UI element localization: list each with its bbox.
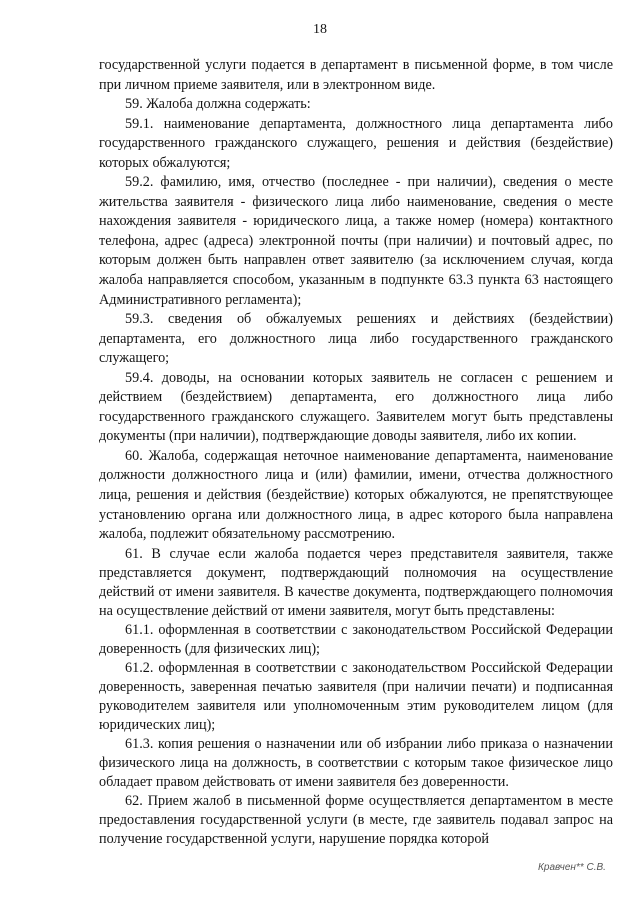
paragraph-62: 62. Прием жалоб в письменной форме осуществляется департаментом в месте предоставления государственной услуги (в месте, где заявитель подавал запрос на получение государственной услуги, нарушение порядка которой <box>99 793 613 848</box>
paragraph-59-2: 59.2. фамилию, имя, отчество (последнее - при наличии), сведения о месте жительства заявителя - физического лица либо наименование, сведения о месте нахождения заявителя - юридического лица, а также номер (номера) контактного телефона, адрес (адреса) электронной почты (при наличии) и почтовый адрес, по которым должен быть направлен ответ заявителю (за исключением случая, когда жалоба направляется способом, указанным в подпункте 63.3 пункта 63 настоящего Административного регламента); <box>99 174 613 308</box>
paragraph-59-3: 59.3. сведения об обжалуемых решениях и действиях (бездействии) департамента, его должностного лица либо государственного гражданского служащего; <box>99 311 613 367</box>
paragraph-59-1: 59.1. наименование департамента, должностного лица департамента либо государственного гражданского служащего, решения и действия (бездействие) которых обжалуются; <box>99 115 613 171</box>
paragraph-59-4: 59.4. доводы, на основании которых заявитель не согласен с решением и действием (бездействием) департамента, его должностного лица либо государственного гражданского служащего. Заявителем могут быть представлены документы (при наличии), подтверждающие доводы заявителя, либо их копии. <box>99 369 613 445</box>
page-number: 18 <box>313 22 327 37</box>
paragraph-61-2: 61.2. оформленная в соответствии с законодательством Российской Федерации доверенность, заверенная печатью заявителя (при наличии печати) и подписанная руководителем заявителя или уполномоченным этим руководителем лицом (для юридических лиц); <box>99 659 613 734</box>
footer-signature: Кравчен** С.В. <box>538 862 606 873</box>
paragraph-59: 59. Жалоба должна содержать: <box>125 96 311 113</box>
paragraph-60: 60. Жалоба, содержащая неточное наименование департамента, наименование должности должностного лица и (или) фамилии, имени, отчества должностного лица, решения и действия (бездействие) которых обжалуются, не препятствующее установлению органа или должностного лица, в адрес которого была направлена жалоба, подлежит обязательному рассмотрению. <box>99 447 613 543</box>
paragraph-61: 61. В случае если жалоба подается через представителя заявителя, также представляется документ, подтверждающий полномочия на осуществление действий от имени заявителя. В качестве документа, подтверждающего полномочия на осуществление действий от имени заявителя, могут быть представлены: <box>99 545 613 619</box>
paragraph-58-continuation: государственной услуги подается в департамент в письменной форме, в том числе при личном приеме заявителя, или в электронном виде. <box>99 57 613 93</box>
paragraph-61-1: 61.1. оформленная в соответствии с законодательством Российской Федерации доверенность (для физических лиц); <box>99 621 613 657</box>
document-body <box>99 56 613 849</box>
paragraph-61-3: 61.3. копия решения о назначении или об избрании либо приказа о назначении физического лица на должность, в соответствии с которым такое физическое лицо обладает правом действовать от имени заявителя без доверенности. <box>99 736 613 791</box>
